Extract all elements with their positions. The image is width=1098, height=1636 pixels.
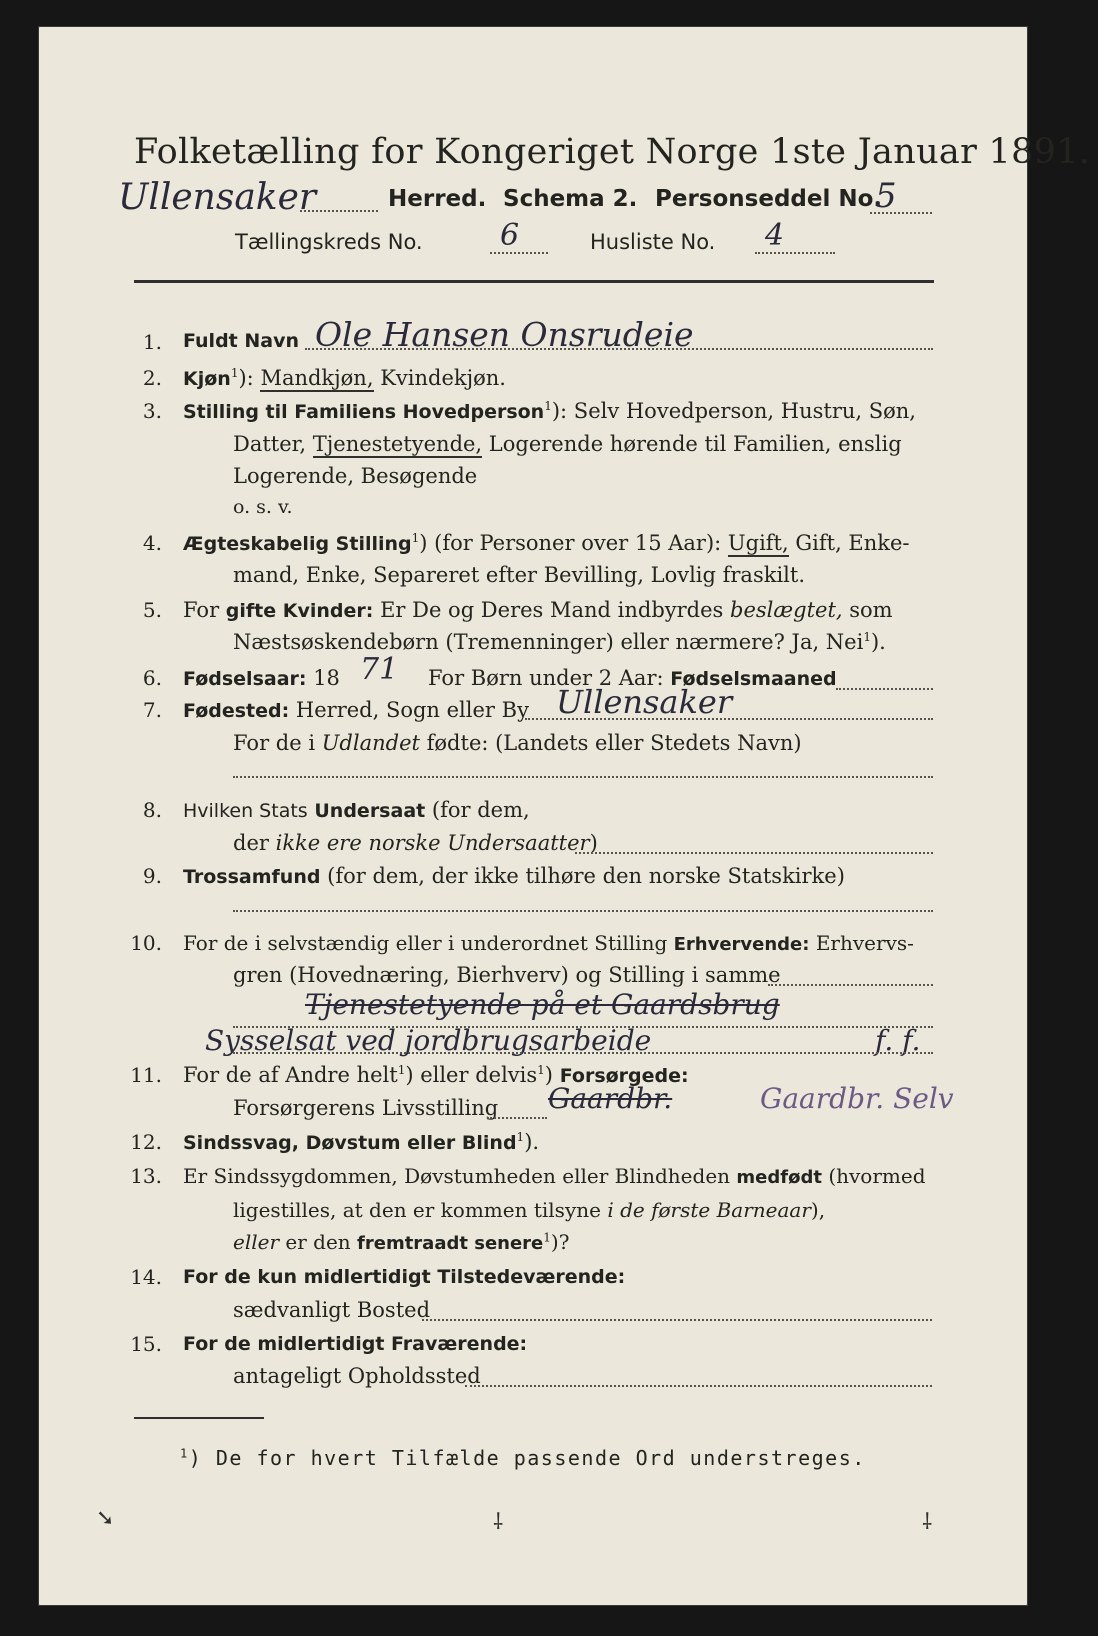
supported-condition-2: ) eller delvis <box>405 1063 538 1087</box>
personseddel-label: Personseddel No. <box>655 186 883 212</box>
field-number: 13. <box>130 1164 162 1188</box>
birthplace-dots <box>525 718 933 720</box>
footnote-ref: 1 <box>863 630 871 644</box>
schema-label: Schema 2. <box>503 186 638 212</box>
option-ugift: Ugift, <box>727 531 789 555</box>
field-number: 4. <box>142 531 162 555</box>
congenital-eller: eller <box>233 1230 280 1254</box>
married-women-end: ). <box>870 630 886 654</box>
temp-absent-label: For de midlertidigt Fraværende: <box>183 1333 528 1355</box>
footnote-rule <box>134 1417 264 1419</box>
family-position-label: Stilling til Familiens Hovedperson <box>183 401 545 423</box>
personseddel-dots <box>870 212 932 214</box>
married-women-line-1 <box>183 598 893 622</box>
family-position-line-4: o. s. v. <box>233 496 293 518</box>
field-number: 6. <box>142 666 162 690</box>
option-gift-enke: Gift, Enke- <box>795 531 910 555</box>
field-number: 2. <box>142 366 162 390</box>
family-position-line-1 <box>183 399 916 423</box>
sex-option-male: Mandkjøn, <box>260 366 374 390</box>
husliste-label: Husliste No. <box>590 230 716 254</box>
footnote <box>180 1446 866 1470</box>
birthplace-abroad-line <box>233 731 802 755</box>
family-position-line-2 <box>233 432 902 456</box>
birth-year-label: Fødselsaar: <box>183 668 307 690</box>
supported-condition-1: For de af Andre helt <box>183 1063 398 1087</box>
occupation-dots <box>768 984 933 986</box>
family-position-options: ): Selv Hovedperson, Hustru, Søn, <box>551 399 916 423</box>
field-number: 15. <box>130 1332 162 1356</box>
congenital-italic: i de første Barneaar <box>607 1198 811 1222</box>
occupation-value-struck: Tjenestetyende på et Gaardsbrug <box>305 988 780 1021</box>
citizenship-label: Undersaat <box>314 800 426 822</box>
supported-label: Forsørgede: <box>559 1065 689 1087</box>
supporter-value: Gaardbr. Selv <box>760 1082 954 1115</box>
binding-mark-left: ➘ <box>96 1506 115 1531</box>
supporter-value-struck: Gaardbr. <box>548 1082 673 1115</box>
field-number: 10. <box>130 931 162 955</box>
option-datter: Datter, <box>233 432 307 456</box>
disability-label: Sindssvag, Døvstum eller Blind <box>183 1132 517 1154</box>
citizenship-italic: ikke ere norske Undersaatter <box>275 831 590 855</box>
name-label: Fuldt Navn <box>183 330 300 352</box>
name-value: Ole Hansen Onsrudeie <box>315 315 694 354</box>
name-dots <box>305 348 933 350</box>
occupation-erhvervs: Erhvervs- <box>815 931 914 955</box>
married-women-label: gifte Kvinder: <box>225 600 374 622</box>
taellingskreds-label: Tællingskreds No. <box>235 230 423 254</box>
footnote-ref: 1 <box>544 399 552 413</box>
husliste-dots <box>755 252 835 254</box>
congenital-line-2 <box>233 1198 825 1222</box>
citizenship-pre: Hvilken Stats <box>183 800 308 822</box>
birth-year-value: 71 <box>360 652 399 687</box>
congenital-q2: ligestilles, at den er kommen tilsyne <box>233 1198 601 1222</box>
option-tjenestetyende: Tjenestetyende, <box>312 432 483 456</box>
birth-year-prefix: 18 <box>313 666 340 690</box>
marital-line-2: mand, Enke, Separeret efter Bevilling, Lovlig fraskilt. <box>233 563 806 587</box>
field-number: 3. <box>142 399 162 423</box>
sex-paren: ): <box>238 366 254 390</box>
congenital-hvormed: (hvormed <box>828 1164 926 1188</box>
congenital-line-1 <box>183 1164 926 1188</box>
occupation-value: Sysselsat ved jordbrugsarbeide <box>205 1024 652 1057</box>
congenital-line-3 <box>233 1230 569 1254</box>
birthplace-label: Fødested: <box>183 700 290 722</box>
citizenship-der: der <box>233 831 269 855</box>
occupation-line-2: gren (Hovednæring, Bierhverv) og Stilling i samme <box>233 963 781 987</box>
usual-residence-dots <box>422 1319 932 1321</box>
header-rule <box>134 280 934 283</box>
birth-year-line <box>183 666 340 690</box>
disability-end: ). <box>524 1130 540 1154</box>
footnote-ref: 1 <box>543 1230 551 1245</box>
sex-label: Kjøn <box>183 368 231 390</box>
abroad-pre: For de i <box>233 731 316 755</box>
field-number: 5. <box>142 598 162 622</box>
birthplace-prompt: Herred, Sogn eller By <box>295 698 529 722</box>
supporter-dots <box>487 1117 547 1119</box>
birth-month-dots <box>836 688 933 690</box>
occupation-value-suffix: f. f. <box>875 1024 921 1057</box>
congenital-close: ), <box>810 1198 826 1222</box>
herred-dots <box>300 210 378 212</box>
marital-label: Ægteskabelig Stilling <box>183 533 412 555</box>
footnote-ref: 1 <box>180 1446 189 1461</box>
field-number: 8. <box>142 798 162 822</box>
supporter-occupation-label: Forsørgerens Livsstilling <box>233 1096 499 1120</box>
footnote-ref: 1 <box>411 531 420 545</box>
temp-present-label: For de kun midlertidigt Tilstedeværende: <box>183 1266 626 1288</box>
married-women-question-2: Næstsøskendebørn (Tremenninger) eller nærmere? Ja, Nei <box>233 630 864 654</box>
sex-option-female: Kvindekjøn. <box>380 366 506 390</box>
sex-line <box>183 366 506 390</box>
congenital-end: )? <box>550 1230 570 1254</box>
footnote-ref: 1 <box>537 1063 545 1077</box>
congenital-er-den: er den <box>285 1230 351 1254</box>
religion-condition: (for dem, der ikke tilhøre den norske Statskirke) <box>327 864 845 888</box>
usual-residence-label: sædvanligt Bosted <box>233 1298 431 1322</box>
citizenship-condition: (for dem, <box>431 798 530 822</box>
religion-line <box>183 864 845 888</box>
birthplace-line <box>183 698 529 722</box>
field-number: 7. <box>142 698 162 722</box>
binding-mark-right: ⸸ <box>922 1510 933 1535</box>
married-women-pre: For <box>183 598 220 622</box>
supported-condition-3: ) <box>544 1063 553 1087</box>
binding-mark-center: ⸸ <box>493 1510 504 1535</box>
disability-line <box>183 1130 539 1154</box>
married-women-question: Er De og Deres Mand indbyrdes <box>380 598 724 622</box>
congenital-question: Er Sindssygdommen, Døvstumheden eller Blindheden <box>183 1164 731 1188</box>
probable-residence-dots <box>465 1385 932 1387</box>
footnote-ref: 1 <box>230 366 239 380</box>
taellingskreds-dots <box>490 252 548 254</box>
herred-label: Herred. <box>388 186 487 212</box>
option-logerende: Logerende hørende til Familien, enslig <box>488 432 902 456</box>
married-women-line-2 <box>233 630 886 654</box>
field-number: 9. <box>142 864 162 888</box>
footnote-text: ) De for hvert Tilfælde passende Ord understreges. <box>188 1446 866 1470</box>
citizenship-line-1 <box>183 798 530 822</box>
birth-month-label: Fødselsmaaned <box>670 668 837 690</box>
occupation-label: Erhvervende: <box>673 934 810 955</box>
field-number: 11. <box>130 1063 162 1087</box>
probable-residence-label: antageligt Opholdssted <box>233 1364 481 1388</box>
form-title: Folketælling for Kongeriget Norge 1ste Januar 1891. <box>134 132 1091 172</box>
field-number: 12. <box>130 1130 162 1154</box>
occupation-condition: For de i selvstændig eller i underordnet Stilling <box>183 931 668 955</box>
citizenship-dots <box>575 852 933 854</box>
citizenship-line-2 <box>233 831 598 855</box>
word-beslaegtet: beslægtet, <box>730 598 843 622</box>
field-number: 1. <box>142 330 162 354</box>
congenital-label: medfødt <box>736 1167 822 1188</box>
abroad-rest: fødte: (Landets eller Stedets Navn) <box>426 731 802 755</box>
religion-dots <box>233 910 933 912</box>
taellingskreds-value: 6 <box>500 218 520 253</box>
word-som: som <box>849 598 893 622</box>
abroad-word: Udlandet <box>321 731 420 755</box>
husliste-value: 4 <box>765 218 785 253</box>
footnote-ref: 1 <box>397 1063 406 1077</box>
birthplace-value: Ullensaker <box>556 683 733 721</box>
marital-condition: ) (for Personer over 15 Aar): <box>419 531 722 555</box>
herred-value: Ullensaker <box>118 177 317 218</box>
birth-month-condition: For Børn under 2 Aar: <box>428 666 664 690</box>
occupation-line-1 <box>183 931 914 955</box>
marital-line-1 <box>183 531 910 555</box>
personseddel-value: 5 <box>875 176 897 216</box>
congenital-later-label: fremtraadt senere <box>357 1233 544 1254</box>
occupation-dots-3 <box>233 1052 933 1054</box>
citizenship-close: ) <box>589 831 598 855</box>
footnote-ref: 1 <box>516 1130 525 1144</box>
religion-label: Trossamfund <box>183 866 321 888</box>
family-position-line-3: Logerende, Besøgende <box>233 464 478 488</box>
field-number: 14. <box>130 1265 162 1289</box>
abroad-dots <box>233 776 933 778</box>
